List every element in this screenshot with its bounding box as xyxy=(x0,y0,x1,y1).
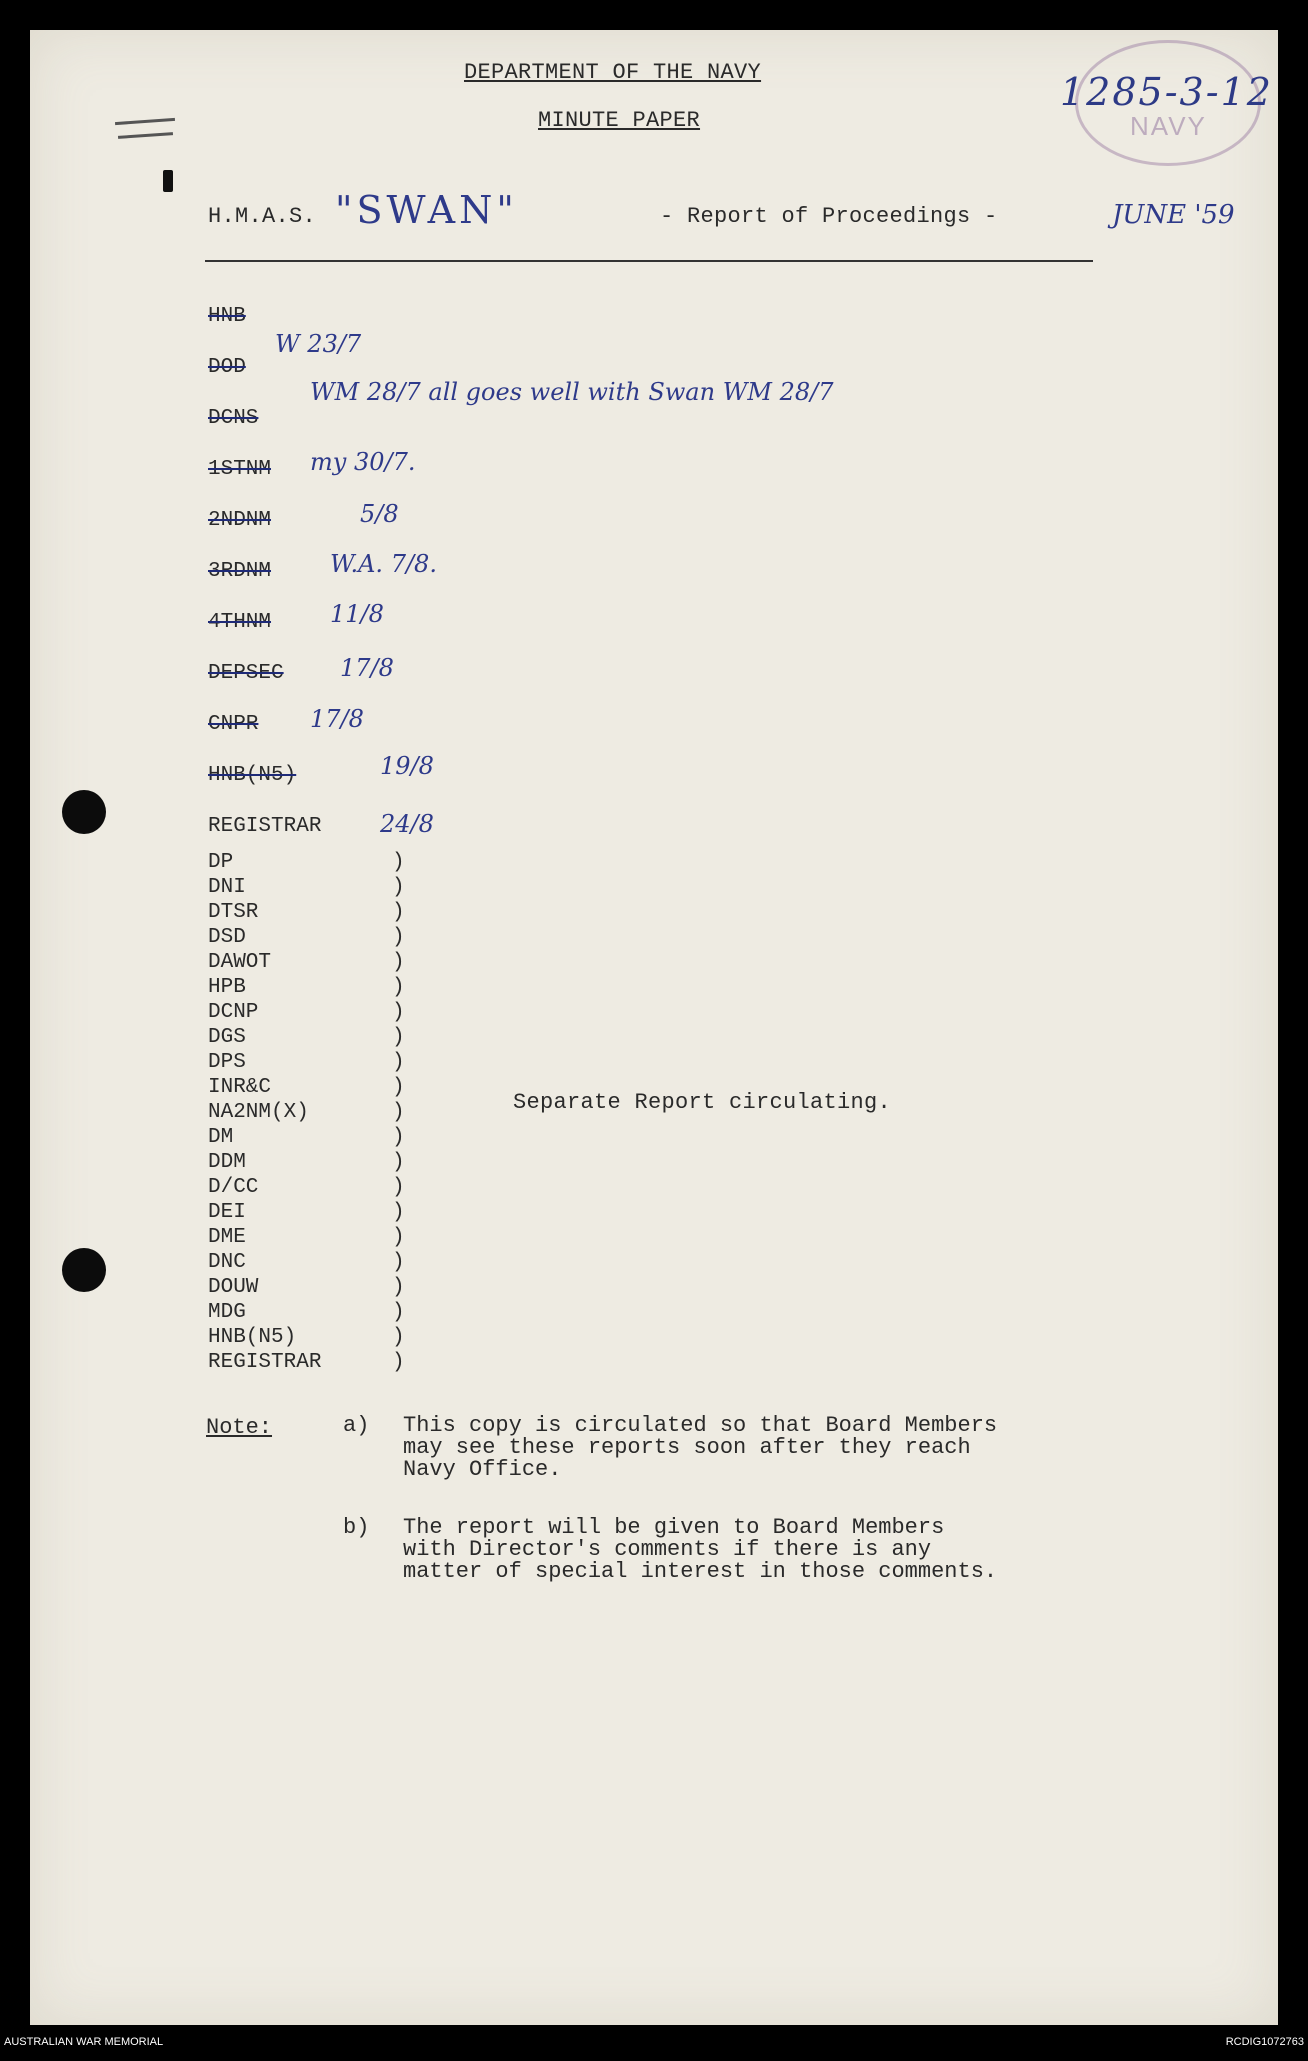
distribution-row xyxy=(208,356,246,379)
bracket-mark: ) xyxy=(392,976,405,999)
distribution-row xyxy=(208,305,246,328)
bracket-mark: ) xyxy=(392,1201,405,1224)
note-text: The report will be given to Board Members with Director's comments if there is any matter of special interest in those comments. xyxy=(403,1515,998,1584)
circulation-item: DPS xyxy=(208,1051,246,1074)
bracket-mark: ) xyxy=(392,1351,405,1374)
distribution-row xyxy=(208,611,271,634)
distribution-row xyxy=(208,509,271,532)
circulation-item: DTSR xyxy=(208,901,259,924)
bracket-mark: ) xyxy=(392,1051,405,1074)
circulation-item: DSD xyxy=(208,926,246,949)
distribution-label: HNB(N5) xyxy=(208,764,297,787)
archive-footer xyxy=(0,2031,1308,2055)
handwritten-initials: WM 28/7 all goes well with Swan WM 28/7 xyxy=(310,378,834,406)
paper-clip-mark xyxy=(115,118,175,125)
circulation-item: DAWOT xyxy=(208,951,272,974)
bracket-mark: ) xyxy=(392,1176,405,1199)
handwritten-initials: W 23/7 xyxy=(275,330,362,358)
distribution-label: 4THNM xyxy=(208,611,272,634)
circulation-item: DGS xyxy=(208,1026,246,1049)
note-label: Note: xyxy=(206,1415,273,1440)
punch-hole xyxy=(62,1248,106,1292)
distribution-row xyxy=(208,662,284,685)
circulation-item: DM xyxy=(208,1126,234,1149)
staple-mark xyxy=(163,170,173,192)
subject-prefix: H.M.A.S. xyxy=(208,204,317,229)
distribution-label: 2NDNM xyxy=(208,509,272,532)
subject-title: - Report of Proceedings - xyxy=(660,204,998,229)
handwritten-initials: 17/8 xyxy=(340,654,394,682)
distribution-label: 1STNM xyxy=(208,458,272,481)
circulation-item: DCNP xyxy=(208,1001,259,1024)
circulation-item: DDM xyxy=(208,1151,246,1174)
handwritten-initials: 19/8 xyxy=(380,752,434,780)
note-text: This copy is circulated so that Board Members may see these reports soon after they reach Navy Office. xyxy=(403,1413,998,1482)
archive-id: RCDIG1072763 xyxy=(1225,2036,1304,2048)
handwritten-initials: my 30/7. xyxy=(310,448,416,476)
circulation-item: D/CC xyxy=(208,1176,259,1199)
stamp-text: NAVY xyxy=(1130,111,1207,141)
report-date: JUNE '59 xyxy=(1112,200,1235,230)
circulation-item: REGISTRAR xyxy=(208,1351,322,1374)
circulation-item: NA2NM(X) xyxy=(208,1101,309,1124)
handwritten-initials: 17/8 xyxy=(310,705,364,733)
file-reference: 1285-3-12 xyxy=(1060,70,1273,114)
bracket-mark: ) xyxy=(392,1226,405,1249)
distribution-label: DOD xyxy=(208,356,246,379)
bracket-mark: ) xyxy=(392,1076,405,1099)
circulation-item: DNC xyxy=(208,1251,246,1274)
bracket-mark: ) xyxy=(392,1251,405,1274)
punch-hole xyxy=(62,790,106,834)
subject-underline xyxy=(205,260,1093,262)
form-heading: MINUTE PAPER xyxy=(538,108,701,133)
distribution-label: REGISTRAR xyxy=(208,815,322,838)
archive-name: AUSTRALIAN WAR MEMORIAL xyxy=(4,2036,164,2048)
bracket-mark: ) xyxy=(392,851,405,874)
bracket-mark: ) xyxy=(392,1001,405,1024)
bracket-mark: ) xyxy=(392,1101,405,1124)
distribution-label: CNPR xyxy=(208,713,259,736)
note-item-a xyxy=(343,1415,1183,1485)
bracket-mark: ) xyxy=(392,901,405,924)
circulation-item: DP xyxy=(208,851,234,874)
distribution-label: HNB xyxy=(208,305,246,328)
circulation-item: DEI xyxy=(208,1201,246,1224)
distribution-label: DCNS xyxy=(208,407,259,430)
circulation-item: INR&C xyxy=(208,1076,272,1099)
circulation-item: HNB(N5) xyxy=(208,1326,297,1349)
note-item-b xyxy=(343,1517,1183,1587)
circulation-item: MDG xyxy=(208,1301,246,1324)
paper-clip-mark xyxy=(118,132,173,139)
bracket-mark: ) xyxy=(392,876,405,899)
note-mark: a) xyxy=(343,1413,370,1438)
circulation-bracket xyxy=(392,850,405,1375)
note-mark: b) xyxy=(343,1515,370,1540)
circulation-item: DME xyxy=(208,1226,246,1249)
circulation-list xyxy=(208,850,321,1375)
bracket-mark: ) xyxy=(392,1151,405,1174)
distribution-row xyxy=(208,815,321,838)
bracket-mark: ) xyxy=(392,1026,405,1049)
distribution-row xyxy=(208,713,258,736)
handwritten-initials: W.A. 7/8. xyxy=(330,550,437,578)
distribution-row xyxy=(208,407,258,430)
circulation-item: DNI xyxy=(208,876,246,899)
distribution-row xyxy=(208,458,271,481)
handwritten-initials: 24/8 xyxy=(380,810,434,838)
circulation-statement: Separate Report circulating. xyxy=(513,1090,892,1115)
document-page xyxy=(30,30,1278,2025)
handwritten-initials: 11/8 xyxy=(330,600,384,628)
ship-name: "SWAN" xyxy=(335,188,518,232)
bracket-mark: ) xyxy=(392,1326,405,1349)
distribution-row xyxy=(208,764,296,787)
bracket-mark: ) xyxy=(392,1126,405,1149)
distribution-label: DEPSEC xyxy=(208,662,284,685)
circulation-item: DOUW xyxy=(208,1276,259,1299)
bracket-mark: ) xyxy=(392,951,405,974)
bracket-mark: ) xyxy=(392,1276,405,1299)
bracket-mark: ) xyxy=(392,926,405,949)
handwritten-initials: 5/8 xyxy=(360,500,399,528)
distribution-row xyxy=(208,560,271,583)
department-heading: DEPARTMENT OF THE NAVY xyxy=(464,60,762,85)
distribution-label: 3RDNM xyxy=(208,560,272,583)
bracket-mark: ) xyxy=(392,1301,405,1324)
circulation-item: HPB xyxy=(208,976,246,999)
